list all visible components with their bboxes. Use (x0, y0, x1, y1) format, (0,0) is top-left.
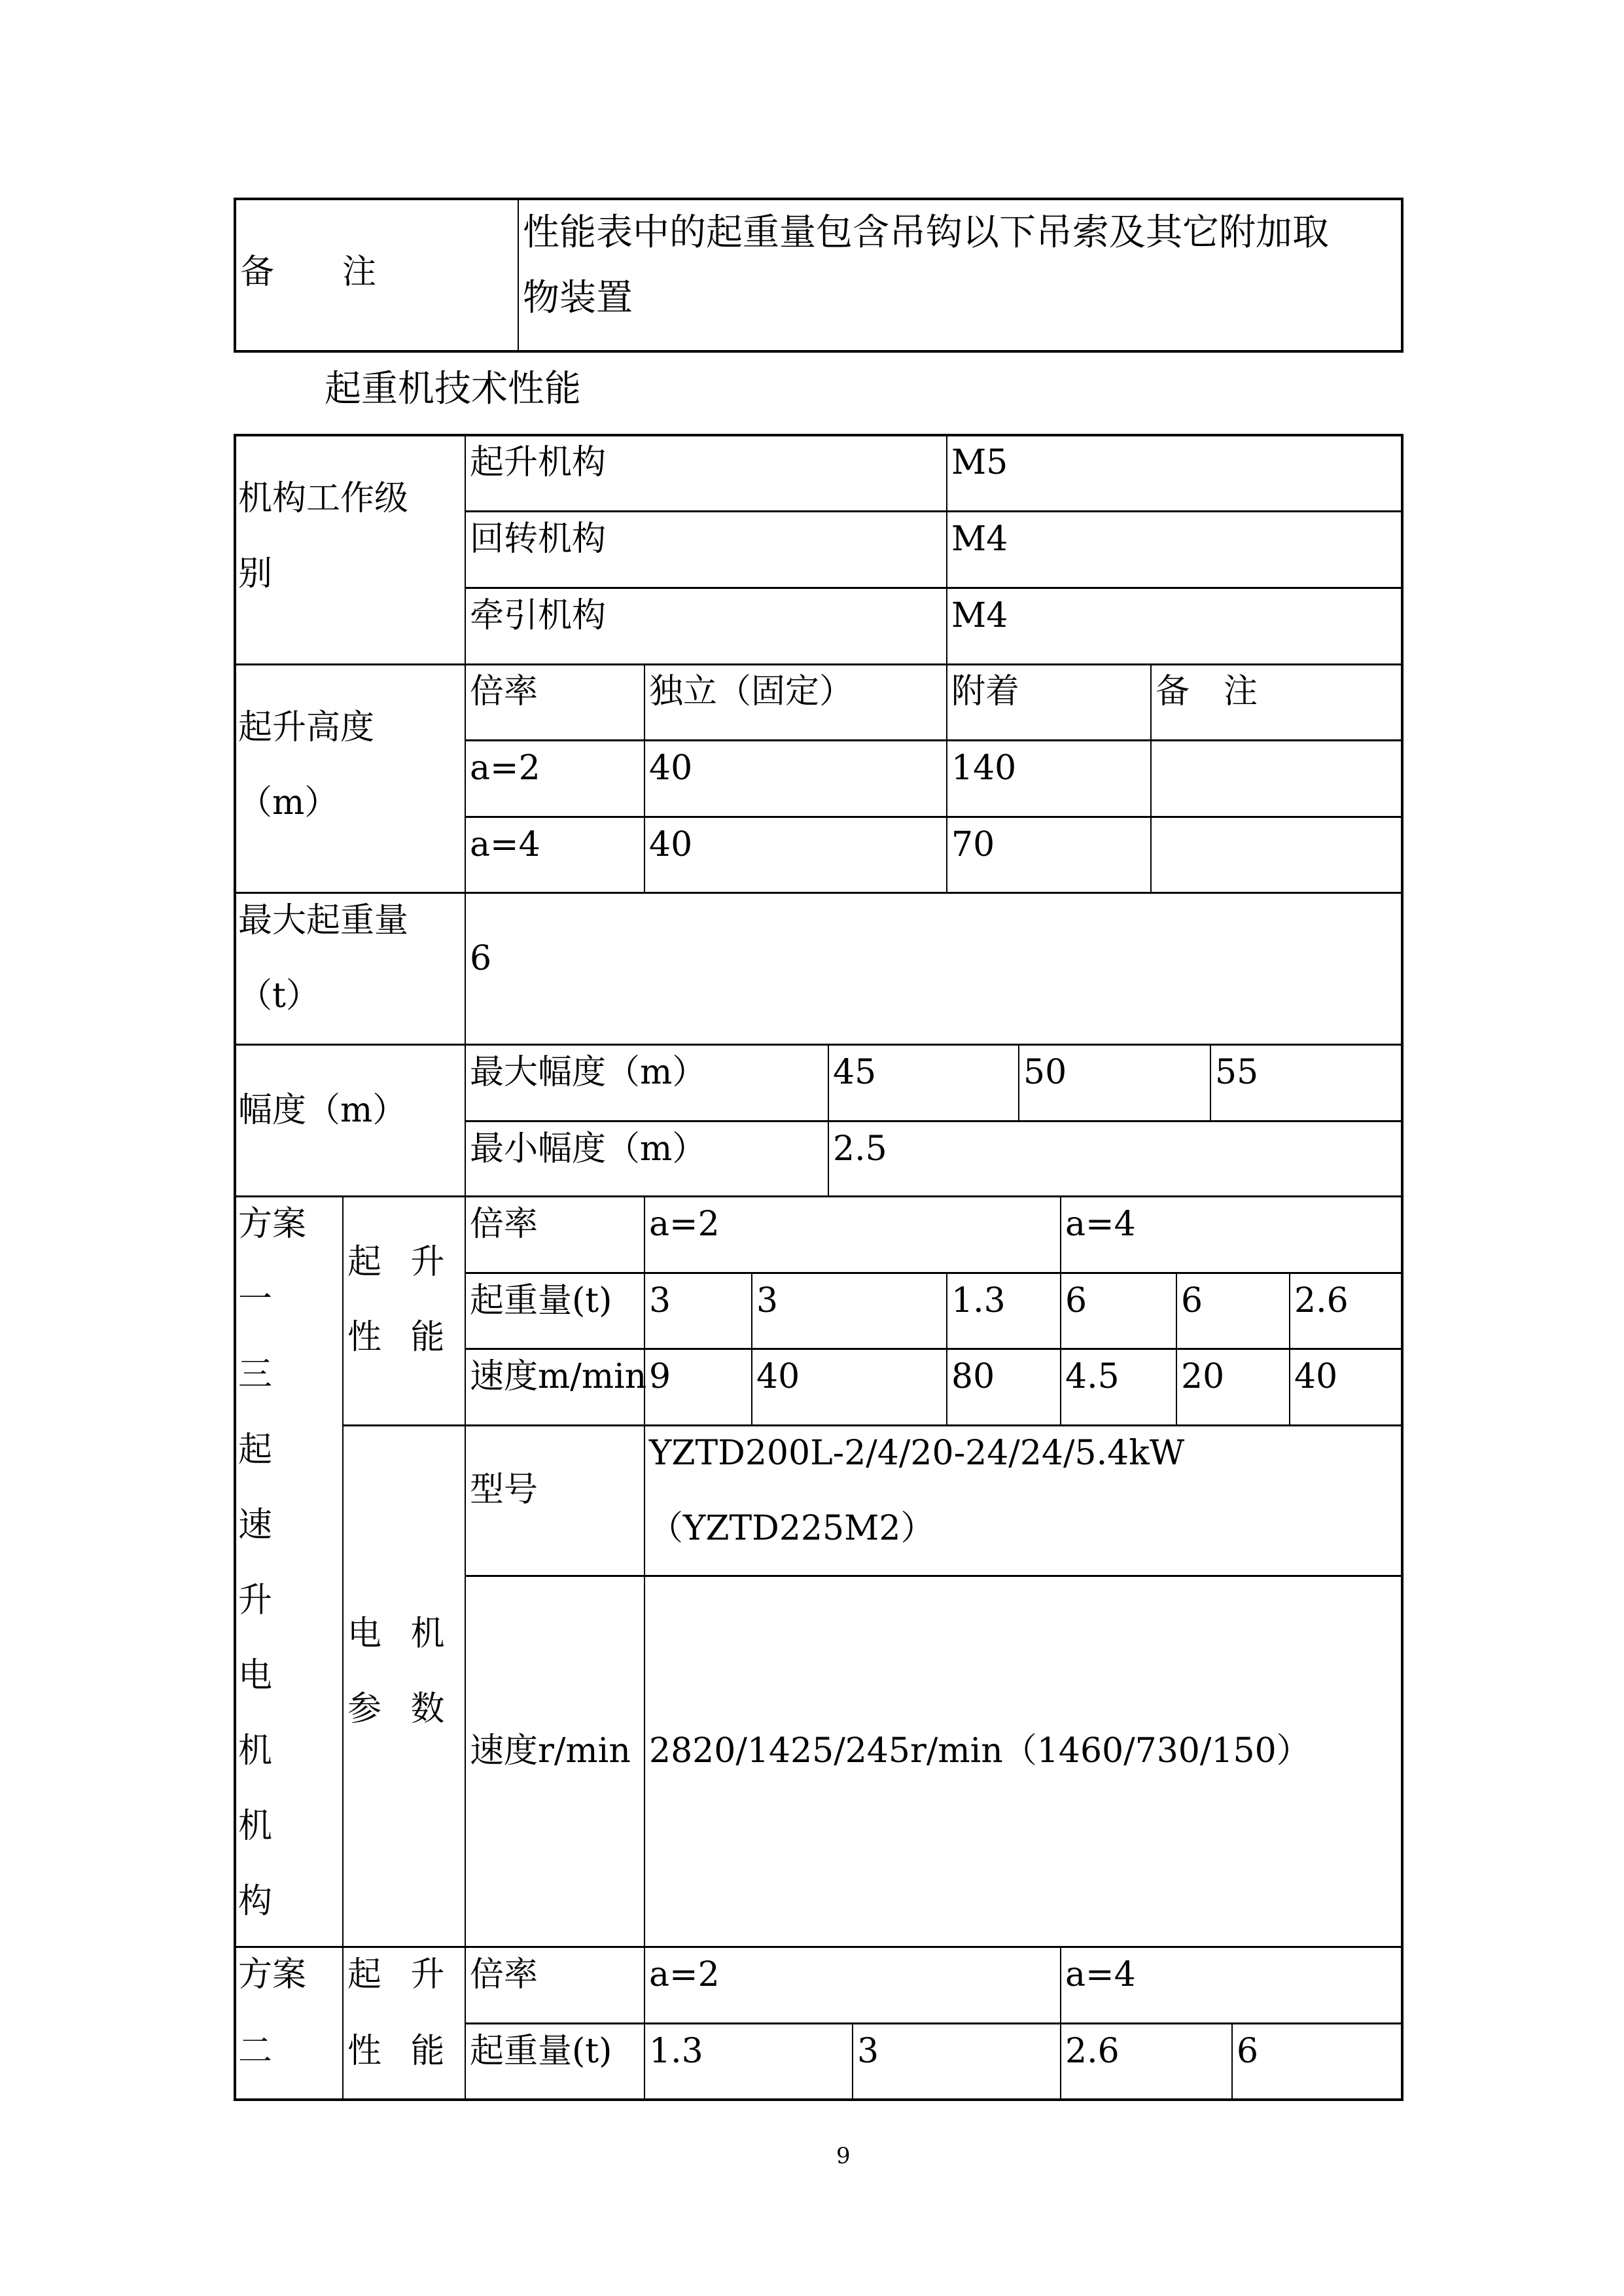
scheme1-label: 一 (238, 1280, 273, 1319)
min-radius-label: 最小幅度（m） (470, 1129, 707, 1169)
scheme1-label: 构 (238, 1882, 273, 1921)
remarks-table (234, 198, 1403, 353)
scheme2-ratio-label: 倍率 (470, 1955, 538, 1994)
scheme2-load-value: 1.3 (649, 2032, 703, 2071)
lift-height-ratio: a=4 (470, 825, 540, 864)
page-number: 9 (836, 2143, 851, 2169)
lift-height-free: 40 (649, 825, 693, 864)
lift-height-header: 倍率 (470, 672, 538, 711)
max-load-label-line1: 最大起重量 (238, 901, 409, 940)
lift-height-ratio: a=2 (470, 749, 540, 788)
scheme1-speed-value: 40 (756, 1357, 800, 1396)
max-load-value: 6 (470, 939, 492, 978)
scheme1-label: 机 (238, 1731, 273, 1771)
lift-height-attached: 140 (951, 749, 1017, 788)
work-class-label-line1: 机构工作级 (238, 479, 409, 518)
work-class-value: M4 (951, 520, 1008, 559)
scheme1-lift-perf-label-line2: 性 能 (347, 1318, 454, 1357)
scheme1-speed-value: 20 (1181, 1357, 1225, 1396)
scheme2-label-line2: 二 (238, 2032, 273, 2071)
max-load-label-line2: （t） (238, 976, 320, 1016)
scheme1-load-value: 6 (1065, 1281, 1087, 1320)
divider (465, 1575, 1402, 1577)
scheme1-speed-value: 4.5 (1065, 1357, 1120, 1396)
scheme1-load-value: 2.6 (1294, 1281, 1349, 1320)
scheme1-model-line1: YZTD200L-2/4/20-24/24/5.4kW (649, 1434, 1185, 1473)
remarks-text-line2: 物装置 (523, 277, 633, 319)
max-radius-label: 最大幅度（m） (470, 1053, 707, 1092)
scheme1-label: 升 (238, 1581, 273, 1620)
scheme1-ratio-label: 倍率 (470, 1205, 538, 1244)
scheme1-label: 机 (238, 1807, 273, 1846)
lift-height-header: 独立（固定） (649, 672, 854, 711)
max-radius-value: 45 (833, 1053, 877, 1092)
scheme1-model-label: 型号 (470, 1470, 538, 1510)
scheme1-load-value: 6 (1181, 1281, 1203, 1320)
scheme1-rpm-value: 2820/1425/245r/min（1460/730/150） (649, 1731, 1311, 1771)
work-class-label-line2: 别 (238, 554, 273, 593)
work-class-name: 回转机构 (470, 520, 607, 559)
scheme1-ratio-a4: a=4 (1065, 1205, 1136, 1244)
scheme1-load-label: 起重量(t) (470, 1281, 612, 1320)
scheme1-label: 三 (238, 1355, 273, 1394)
lift-height-header: 备 注 (1156, 672, 1258, 711)
scheme1-model-line2: （YZTD225M2） (649, 1509, 935, 1548)
divider (465, 739, 1402, 741)
lift-height-attached: 70 (951, 825, 995, 864)
scheme2-lift-perf-label-line1: 起 升 (347, 1955, 454, 1994)
scheme1-motor-label-line1: 电 机 (347, 1614, 454, 1653)
lift-height-free: 40 (649, 749, 693, 788)
work-class-value: M4 (951, 596, 1008, 635)
scheme1-rpm-label: 速度r/min (470, 1731, 631, 1771)
scheme1-motor-label-line2: 参 数 (347, 1689, 454, 1729)
min-radius-value: 2.5 (833, 1129, 887, 1169)
work-class-name: 起升机构 (470, 443, 607, 482)
scheme2-load-value: 6 (1237, 2032, 1259, 2071)
scheme2-lift-perf-label-line2: 性 能 (347, 2032, 454, 2071)
scheme2-load-value: 3 (857, 2032, 879, 2071)
scheme1-speed-value: 80 (951, 1357, 995, 1396)
remarks-label: 备 注 (240, 253, 377, 292)
remarks-text-line1: 性能表中的起重量包含吊钩以下吊索及其它附加取 (523, 211, 1329, 254)
divider (234, 892, 1402, 894)
scheme1-ratio-a2: a=2 (649, 1205, 720, 1244)
scheme2-label-line1: 方案 (238, 1955, 307, 1994)
scheme1-speed-value: 40 (1294, 1357, 1338, 1396)
lift-height-label-line2: （m） (238, 783, 339, 822)
scheme1-label: 起 (238, 1430, 273, 1470)
scheme1-load-value: 1.3 (951, 1281, 1006, 1320)
scheme1-label: 速 (238, 1506, 273, 1545)
section-heading: 起重机技术性能 (325, 368, 581, 410)
lift-height-header: 附着 (951, 672, 1020, 711)
scheme1-speed-label: 速度m/min (470, 1357, 647, 1396)
scheme1-speed-value: 9 (649, 1357, 671, 1396)
scheme1-label: 方案 (238, 1205, 307, 1244)
radius-label: 幅度（m） (238, 1091, 407, 1130)
scheme1-load-value: 3 (649, 1281, 671, 1320)
scheme2-ratio-a2: a=2 (649, 1955, 720, 1994)
divider (234, 1195, 1402, 1197)
divider (465, 816, 1402, 818)
scheme2-ratio-a4: a=4 (1065, 1955, 1136, 1994)
work-class-name: 牵引机构 (470, 596, 607, 635)
scheme1-label: 电 (238, 1656, 273, 1695)
scheme1-lift-perf-label-line1: 起 升 (347, 1243, 454, 1282)
scheme2-load-value: 2.6 (1065, 2032, 1120, 2071)
scheme1-load-value: 3 (756, 1281, 779, 1320)
work-class-value: M5 (951, 443, 1008, 482)
max-radius-value: 50 (1023, 1053, 1067, 1092)
lift-height-label-line1: 起升高度 (238, 708, 375, 747)
max-radius-value: 55 (1215, 1053, 1259, 1092)
scheme2-load-label: 起重量(t) (470, 2032, 612, 2071)
